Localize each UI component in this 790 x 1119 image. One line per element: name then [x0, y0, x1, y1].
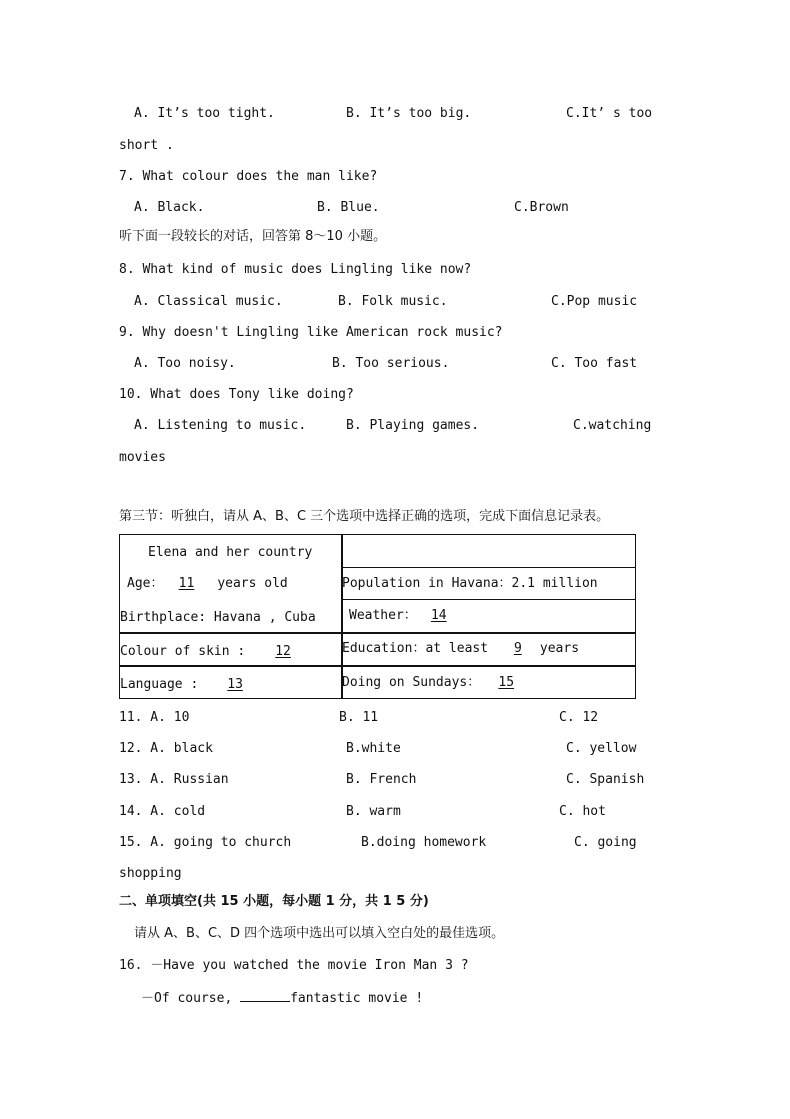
skin-field	[120, 644, 313, 660]
q12-option-b: B.white	[346, 741, 401, 756]
part2-title: 二、单项填空(共 15 小题，每小题 1 分，共 1 5 分)	[119, 894, 429, 909]
q9-option-c: C. Too fast	[551, 356, 638, 371]
q14-option-c: C. hot	[559, 804, 606, 819]
skin-blank: 12	[275, 644, 291, 659]
q7-option-c: C.Brown	[514, 200, 569, 215]
q6-option-c: C.It’ s too	[566, 106, 653, 121]
age-blank: 11	[178, 576, 195, 591]
q8-option-b: B. Folk music.	[338, 294, 448, 309]
q10-question: 10. What does Tony like doing?	[119, 387, 354, 402]
table-divider	[341, 599, 636, 600]
q12-option-c: C. yellow	[566, 741, 637, 756]
q14-option-b: B. warm	[346, 804, 401, 819]
weather-field	[349, 608, 461, 624]
q14-option-a: 14. A. cold	[119, 804, 206, 819]
sundays-label: Doing on Sundays：	[342, 675, 481, 690]
table-title: Elena and her country	[148, 545, 313, 560]
q15-option-c-continued: shopping	[119, 866, 182, 881]
q13-option-c: C. Spanish	[566, 772, 645, 787]
table-divider	[119, 665, 636, 667]
q15-option-a: 15. A. going to church	[119, 835, 292, 850]
q7-option-a: A. Black.	[134, 200, 205, 215]
q16-answer-suffix: fantastic movie !	[290, 991, 424, 1006]
education-field	[342, 641, 579, 657]
q6-option-c-continued: short .	[119, 138, 174, 153]
language-label: Language :	[120, 677, 199, 692]
weather-blank: 14	[430, 608, 447, 623]
table-divider	[341, 567, 636, 568]
education-suffix: years	[539, 641, 580, 656]
skin-label: Colour of skin :	[120, 644, 246, 659]
language-field	[120, 677, 264, 693]
education-blank: 9	[513, 641, 522, 656]
q6-option-b: B. It’s too big.	[346, 106, 472, 121]
age-label: Age：	[127, 576, 164, 591]
q11-option-c: C. 12	[559, 710, 599, 725]
q8-option-a: A. Classical music.	[134, 294, 283, 309]
q9-question: 9. Why doesn't Lingling like American rock music?	[119, 325, 503, 340]
table-divider	[119, 632, 636, 634]
q13-option-b: B. French	[346, 772, 417, 787]
q10-option-c: C.watching	[573, 418, 652, 433]
q6-option-a: A. It’s too tight.	[134, 106, 275, 121]
part2-instruction: 请从 A、B、C、D 四个选项中选出可以填入空白处的最佳选项。	[134, 926, 505, 941]
q16-blank	[240, 989, 290, 1002]
q16-answer	[141, 989, 423, 1007]
q10-option-a: A. Listening to music.	[134, 418, 307, 433]
weather-label: Weather：	[349, 608, 417, 623]
q15-option-c: C. going	[574, 835, 637, 850]
population-field: Population in Havana：2.1 million	[342, 576, 598, 591]
q15-option-b: B.doing homework	[361, 835, 487, 850]
q11-option-a: 11. A. 10	[119, 710, 190, 725]
education-label: Education：at least	[342, 641, 489, 656]
q9-option-a: A. Too noisy.	[134, 356, 236, 371]
instruction-8-10: 听下面一段较长的对话，回答第 8～10 小题。	[119, 229, 387, 244]
sundays-blank: 15	[498, 675, 515, 690]
q11-option-b: B. 11	[339, 710, 379, 725]
q16-answer-prefix: －Of course,	[141, 991, 233, 1006]
q12-option-a: 12. A. black	[119, 741, 213, 756]
sundays-field	[342, 675, 532, 691]
q8-option-c: C.Pop music	[551, 294, 638, 309]
q10-option-b: B. Playing games.	[346, 418, 480, 433]
language-blank: 13	[227, 677, 243, 692]
birthplace-field: Birthplace: Havana , Cuba	[120, 610, 316, 625]
age-suffix: years old	[217, 576, 288, 591]
q8-question: 8. What kind of music does Lingling like now?	[119, 262, 472, 277]
age-field	[127, 576, 288, 592]
q9-option-b: B. Too serious.	[332, 356, 450, 371]
section3-heading: 第三节：听独白，请从 A、B、C 三个选项中选择正确的选项，完成下面信息记录表。	[119, 509, 610, 524]
q10-option-c-continued: movies	[119, 450, 166, 465]
q7-option-b: B. Blue.	[317, 200, 380, 215]
q13-option-a: 13. A. Russian	[119, 772, 229, 787]
q7-question: 7. What colour does the man like?	[119, 169, 378, 184]
q16-question: 16. －Have you watched the movie Iron Man 3 ?	[119, 958, 469, 973]
